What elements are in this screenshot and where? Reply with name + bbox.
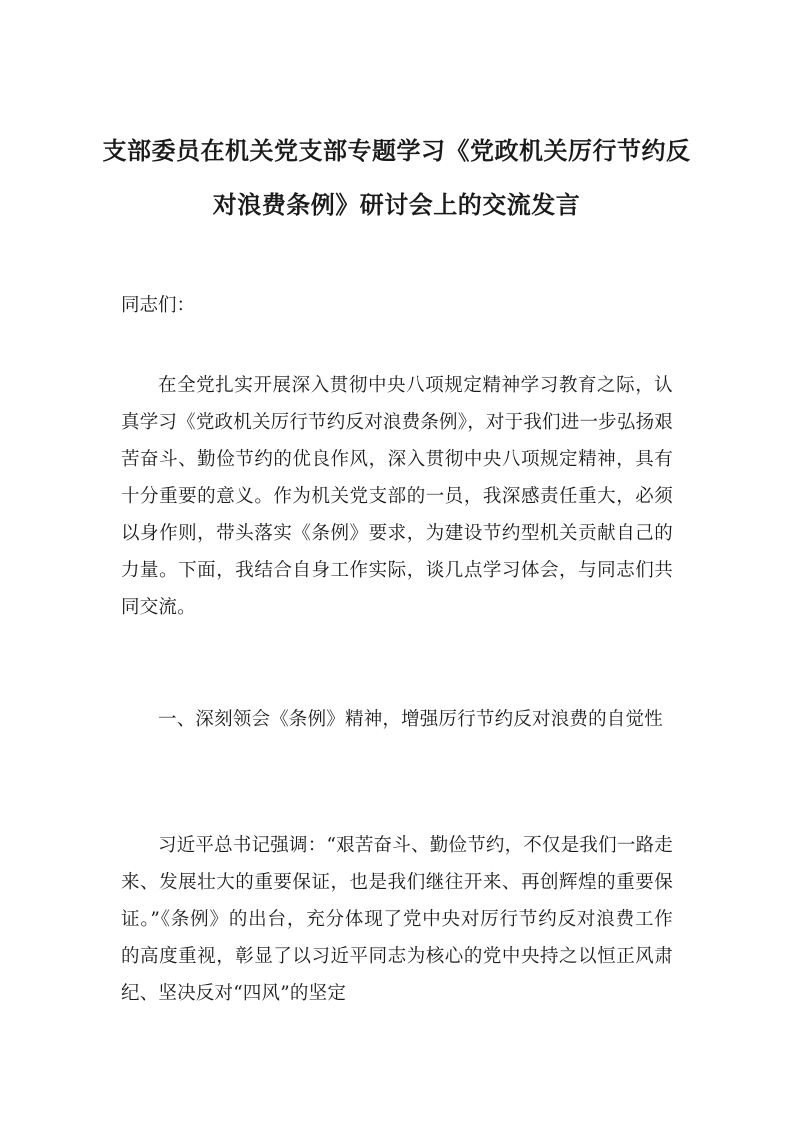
body-paragraph-2: 习近平总书记强调：“艰苦奋斗、勤俭节约，不仅是我们一路走来、发展壮大的重要保证，也是我们继往开来、再创辉煌的重要保证。”《条例》的出台，充分体现了党中央对厉行节约反对浪费工作的高度重视，彰显了以习近平同志为核心的党中央持之以恒正风肃纪、坚决反对“四风”的坚定 [121, 835, 673, 1004]
document-title: 支部委员在机关党支部专题学习《党政机关厉行节约反对浪费条例》研讨会上的交流发言 [102, 136, 691, 219]
greeting: 同志们： [121, 295, 196, 316]
body-paragraph-1: 在全党扎实开展深入贯彻中央八项规定精神学习教育之际，认真学习《党政机关厉行节约反对浪费条例》，对于我们进一步弘扬艰苦奋斗、勤俭节约的优良作风，深入贯彻中央八项规定精神，具有十分重要的意义。作为机关党支部的一员，我深感责任重大，必须以身作则，带头落实《条例》要求，为建设节约型机关贡献自己的力量。下面，我结合自身工作实际，谈几点学习体会，与同志们共同交流。 [121, 375, 673, 618]
section-heading-1: 一、深刻领会《条例》精神，增强厉行节约反对浪费的自觉性 [158, 709, 663, 730]
